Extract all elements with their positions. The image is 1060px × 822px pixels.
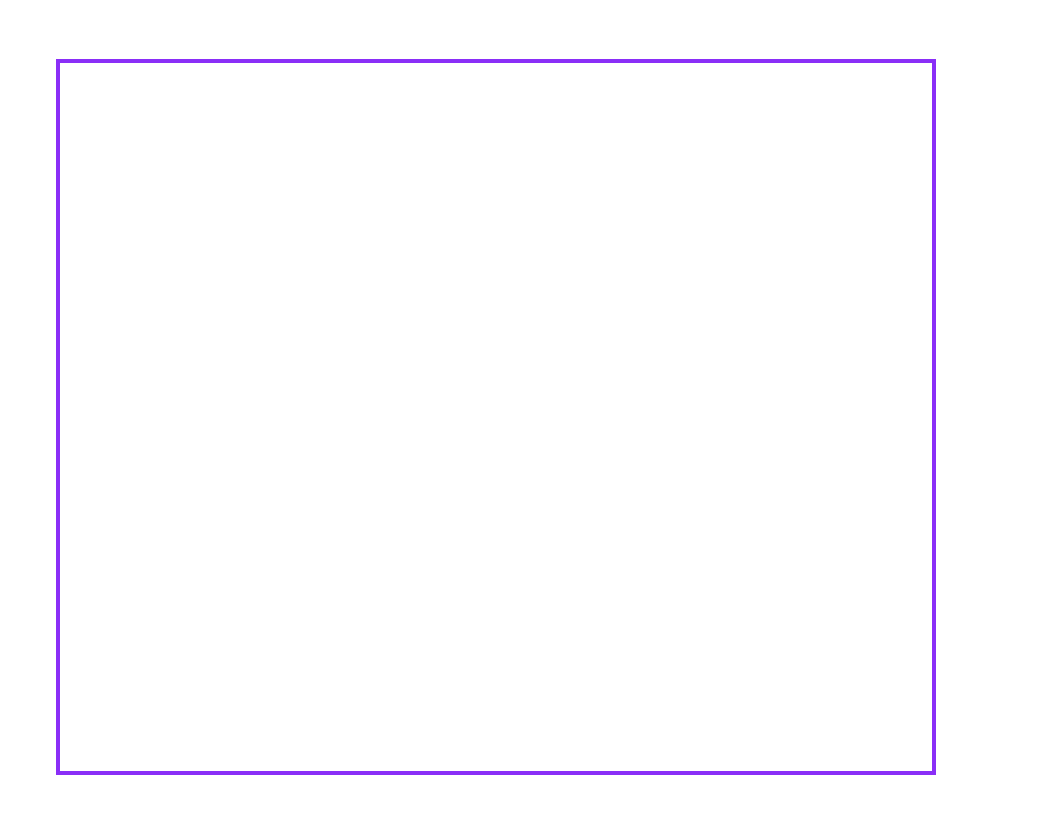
schedule-sheet: [56, 59, 936, 775]
